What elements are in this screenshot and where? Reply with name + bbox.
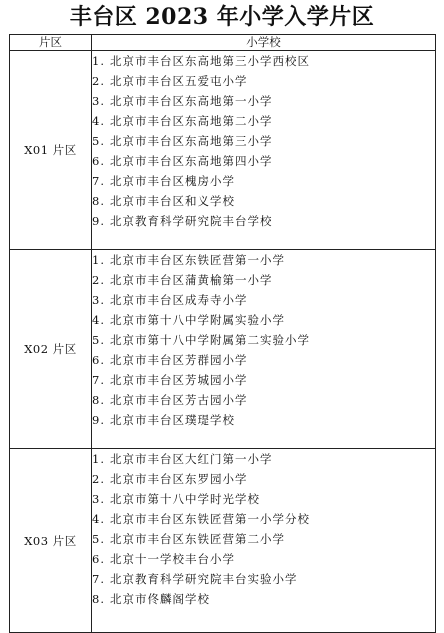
list-item [92,589,435,609]
school-name: 北京教育科学研究院丰台实验小学 [110,572,298,586]
zone-table-body [10,51,436,633]
list-item-number: 5. [92,134,105,148]
list-item [92,290,435,310]
list-item-number: 3. [92,492,105,506]
school-name: 北京市丰台区东高地第四小学 [110,154,273,168]
school-name: 北京市丰台区璞瑅学校 [110,413,235,427]
school-name: 北京市丰台区东高地第一小学 [110,94,273,108]
list-item [92,310,435,330]
list-item [92,449,435,469]
school-list [92,449,436,633]
list-item [92,489,435,509]
school-name: 北京市丰台区东铁匠营第一小学分校 [110,512,310,526]
list-item [92,549,435,569]
list-item [92,111,435,131]
list-item-number: 6. [92,154,105,168]
school-name: 北京市第十八中学附属实验小学 [110,313,285,327]
page-title: 丰台区 2023 年小学入学片区 [69,4,375,30]
list-item-number: 3. [92,94,105,108]
list-item [92,71,435,91]
school-name: 北京市丰台区东罗园小学 [110,472,248,486]
list-item-number: 2. [92,472,105,486]
school-name: 北京市丰台区五爱屯小学 [110,74,248,88]
list-item-number: 5. [92,333,105,347]
school-name: 北京市丰台区成寿寺小学 [110,293,248,307]
list-item-number: 7. [92,572,105,586]
list-item [92,410,435,430]
zone-name: X02 片区 [10,250,92,449]
list-item [92,131,435,151]
school-name: 北京市丰台区东铁匠营第二小学 [110,532,285,546]
list-item-number: 9. [92,214,105,228]
school-name: 北京市丰台区东高地第三小学 [110,134,273,148]
school-name: 北京市丰台区芳城园小学 [110,373,248,387]
list-item [92,151,435,171]
table-row [10,250,436,449]
list-item [92,91,435,111]
school-name: 北京市第十八中学附属第二实验小学 [110,333,310,347]
school-name: 北京十一学校丰台小学 [110,552,235,566]
list-item-number: 8. [92,194,105,208]
list-item [92,569,435,589]
list-item [92,51,435,71]
list-item [92,469,435,489]
list-item-number: 8. [92,393,105,407]
list-item-number: 4. [92,512,105,526]
school-name: 北京市丰台区和义学校 [110,194,235,208]
list-item-number: 5. [92,532,105,546]
list-item [92,211,435,231]
list-item-number: 8. [92,592,105,606]
list-item [92,509,435,529]
header-zone: 片区 [10,35,92,51]
list-item [92,330,435,350]
school-name: 北京市丰台区芳古园小学 [110,393,248,407]
zone-name: X03 片区 [10,449,92,633]
table-header-row [10,35,436,51]
school-name: 北京市丰台区蒲黄榆第一小学 [110,273,273,287]
list-item [92,171,435,191]
school-name: 北京市丰台区槐房小学 [110,174,235,188]
list-item-number: 2. [92,273,105,287]
list-item-number: 3. [92,293,105,307]
school-list [92,250,436,449]
list-item-number: 6. [92,552,105,566]
list-item-number: 4. [92,313,105,327]
school-name: 北京市佟麟阁学校 [110,592,210,606]
list-item-number: 1. [92,452,105,466]
list-item-number: 9. [92,413,105,427]
list-item [92,270,435,290]
table-row [10,51,436,250]
list-item-number: 4. [92,114,105,128]
school-name: 北京市丰台区东高地第三小学西校区 [110,54,310,68]
table-row [10,449,436,633]
list-item [92,350,435,370]
school-name: 北京教育科学研究院丰台学校 [110,214,273,228]
school-name: 北京市丰台区芳群园小学 [110,353,248,367]
school-name: 北京市丰台区东铁匠营第一小学 [110,253,285,267]
header-school: 小学校 [92,35,436,51]
list-item-number: 7. [92,174,105,188]
list-item [92,370,435,390]
list-item-number: 1. [92,253,105,267]
list-item-number: 2. [92,74,105,88]
school-name: 北京市第十八中学时光学校 [110,492,260,506]
list-item-number: 7. [92,373,105,387]
list-item-number: 6. [92,353,105,367]
list-item [92,191,435,211]
school-name: 北京市丰台区东高地第二小学 [110,114,273,128]
list-item-number: 1. [92,54,105,68]
school-list [92,51,436,250]
school-name: 北京市丰台区大红门第一小学 [110,452,273,466]
list-item [92,250,435,270]
zone-name: X01 片区 [10,51,92,250]
list-item [92,529,435,549]
zone-table [9,34,436,633]
list-item [92,390,435,410]
